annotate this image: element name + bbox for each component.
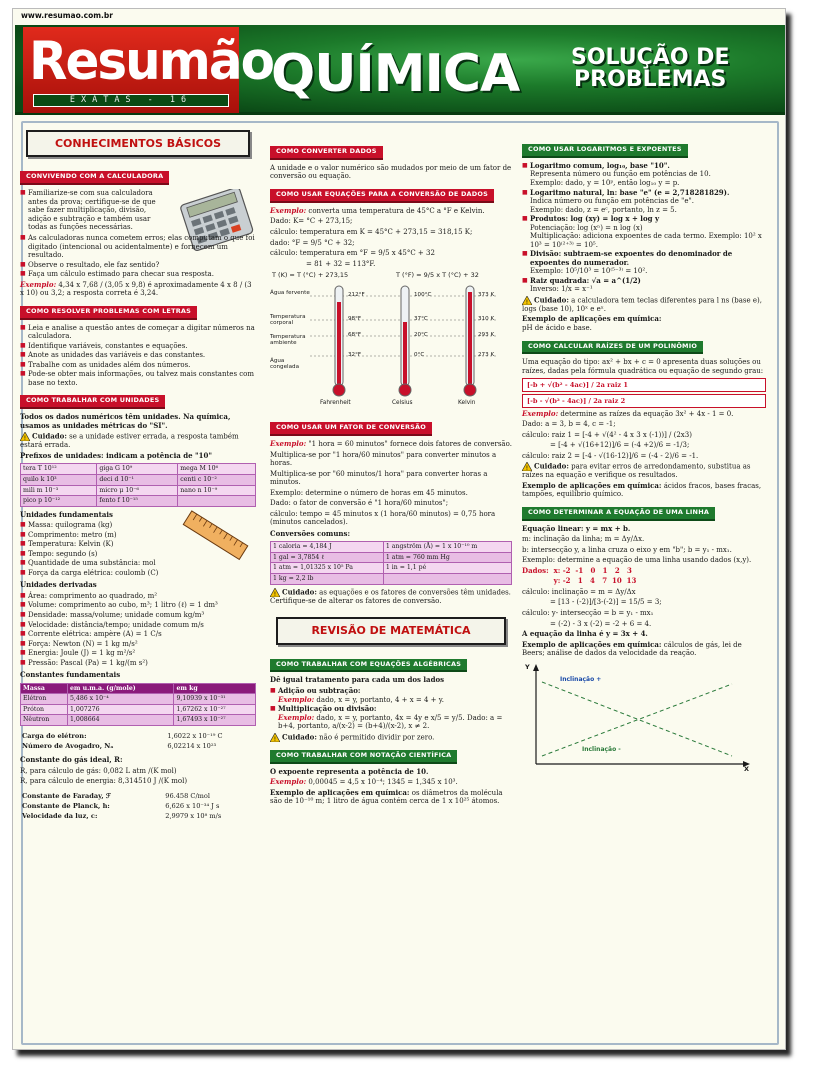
sci-intro: O expoente representa a potência de 10.	[270, 766, 429, 776]
slope-graph-svg	[522, 664, 752, 774]
negative-slope-label: Inclinação +	[560, 675, 602, 683]
formula-root-2: [-b - √(b² - 4ac)] / 2a raiz 2	[522, 394, 766, 408]
celsius-20: 20°C	[414, 332, 428, 339]
celsius-0: 0°C	[414, 352, 425, 359]
derived-title: Unidades derivadas	[20, 580, 97, 590]
line-data-y: y: -2 1 4 7 10 13	[522, 576, 637, 586]
example-label: Exemplo:	[270, 439, 307, 449]
line-text: A equação da linha é y = 3x + 4.	[522, 629, 648, 639]
list-item: ■ Energia: Joule (J) = 1 kg m²/s²	[20, 649, 256, 658]
example-line: Multiplica-se por "60 minutos/1 hora" para converter horas a minutos.	[270, 469, 488, 487]
conversions-table	[270, 541, 512, 584]
column-2	[270, 120, 512, 808]
example-line: determine as raízes da equação 3x² + 4x - 1 = 0.	[560, 409, 734, 418]
caution-label: Cuidado:	[534, 461, 569, 471]
list-item: ■ Adição ou subtração: Exemplo: dado, x = y, portanto, 4 + x = 4 + y.	[270, 687, 512, 704]
kelvin-thermometer	[464, 286, 476, 396]
words-header: COMO RESOLVER PROBLEMAS COM LETRAS	[20, 306, 197, 320]
list-item: ■ As calculadoras nunca cometem erros; elas computam o que foi digitado (intencional ou acidentalmente) e fornecem um resultado.	[20, 234, 256, 260]
table-row: Velocidade da luz, c: 2,9979 x 10⁸ m/s	[22, 811, 222, 820]
gas-line: R, para cálculo de energia: 8,314510 J /(K mol)	[20, 777, 188, 786]
derived-list	[20, 592, 256, 667]
svg-text:!: !	[273, 590, 277, 597]
prefix-table	[20, 463, 256, 506]
calc-list-2	[20, 234, 256, 279]
fundamental-list	[20, 521, 256, 577]
celsius-37: 37°C	[414, 316, 428, 323]
convert-header: COMO CONVERTER DADOS	[270, 146, 383, 160]
kelvin-273: 273 K	[478, 352, 495, 359]
list-item: ■ Leia e analise a questão antes de começar a digitar números na calculadora.	[20, 324, 256, 341]
sci-header: COMO TRABALHAR COM NOTAÇÃO CIENTÍFICA	[270, 750, 457, 764]
example-line: = 81 + 32 = 113°F.	[306, 259, 376, 268]
table-row: Número de Avogadro, Nₐ 6,02214 x 10²³	[22, 741, 217, 750]
caution-label: Cuidado:	[534, 295, 569, 305]
algebra-intro: Dê igual tratamento para cada um dos lados	[270, 675, 445, 685]
fahrenheit-thermometer	[333, 286, 345, 396]
line-text: cálculo: inclinação = m = Δy/Δx	[522, 587, 636, 596]
more-constants	[20, 730, 256, 752]
fahrenheit-98: 98°F	[348, 316, 362, 323]
svg-text:!: !	[525, 465, 529, 472]
site-url[interactable]: www.resumao.com.br	[21, 11, 113, 20]
svg-text:!: !	[273, 735, 277, 742]
list-item: ■ Trabalhe com as unidades além dos números.	[20, 361, 256, 370]
kelvin-373: 373 K	[478, 292, 495, 299]
units-intro: Todos os dados numéricos têm unidades. Na química, usamos as unidades métricas do "SI".	[20, 412, 231, 430]
line-text: m: inclinação da linha; m = Δy/Δx.	[522, 535, 645, 544]
svg-text:!: !	[23, 435, 27, 442]
example-line: converta uma temperatura de 45°C a °F e Kelvin.	[308, 206, 485, 215]
table-row: 1 gal = 3,7854 ℓ 1 atm = 760 mm Hg	[271, 552, 512, 563]
label-boiling: Água fervente	[270, 290, 310, 297]
list-item: ■ Velocidade: distância/tempo; unidade comum m/s	[20, 621, 256, 630]
table-row: mili m 10⁻³ micro μ 10⁻⁶ nano n 10⁻⁹	[21, 485, 256, 496]
slope-graph	[522, 664, 752, 774]
caution-text: a calculadora tem teclas diferentes para l ns (base e), logs (base 10), 10ˣ e eˣ.	[522, 296, 762, 313]
warning-icon	[20, 432, 30, 441]
list-item: ■ Comprimento: metro (m)	[20, 531, 256, 540]
page-subtitle	[571, 47, 729, 91]
scale-celsius: Celsius	[392, 400, 413, 407]
example-line: cálculo: temperatura em K = 45°C + 273,15 = 318,15 K;	[270, 227, 473, 236]
algebra-header: COMO TRABALHAR COM EQUAÇÕES ALGÉBRICAS	[270, 659, 467, 673]
example-line: Dado: K= °C + 273,15;	[270, 217, 353, 226]
x-axis-label: X	[744, 764, 750, 773]
caution-text: se a unidade estiver errada, a resposta também estará errada.	[20, 432, 239, 450]
caution-text: para evitar erros de arredondamento, substitua as raízes na equação e verifique os resultados.	[522, 462, 751, 480]
roots-intro: Uma equação do tipo: ax² + bx + c = 0 apresenta duas soluções ou raízes, dadas pela fórmula quadrática ou equação de segundo grau:	[522, 358, 764, 375]
list-item: ■ Raiz quadrada: √a = a^(1/2) Inverso: 1/x = x⁻¹	[522, 277, 766, 294]
list-item: ■ Quantidade de uma substância: mol	[20, 559, 256, 568]
list-item: ■ Produtos: log (xy) = log x + log y Potenciação: log (xⁿ) = n log (x) Multiplicação: adiciona expoentes de cada termo. Exemplo: 10² x 10³ = 10⁽²⁺³⁾ = 10⁵.	[522, 215, 766, 249]
subtitle-line-1: SOLUÇÃO DE	[571, 45, 730, 70]
table-row: tera T 10¹² giga G 10⁹ mega M 10⁶	[21, 464, 256, 475]
example-label: Exemplo:	[270, 205, 307, 215]
line-text: Equação linear: y = mx + b.	[522, 523, 631, 533]
scale-fahrenheit: Fahrenheit	[320, 400, 351, 407]
list-item: ■ Temperatura: Kelvin (K)	[20, 540, 256, 549]
gas-title: Constante do gás ideal, R:	[20, 755, 123, 765]
example-text: 4,34 x 7,68 / (3,05 x 9,8) é aproximadamente 4 x 8 / (3 x 10) ou 3,2; a resposta correta é 3,24.	[20, 280, 252, 298]
celsius-100: 100°C	[414, 292, 432, 299]
caution-text: não é permitido dividir por zero.	[319, 733, 435, 742]
example-label: Exemplo:	[270, 777, 307, 787]
line-data-x: Dados: x: -2 -1 0 1 2 3	[522, 565, 632, 575]
line-header: COMO DETERMINAR A EQUAÇÃO DE UMA LINHA	[522, 507, 715, 521]
gas-line: R, para cálculo de gás: 0,082 L atm /(K mol)	[20, 766, 177, 775]
line-text: Exemplo: determine a equação de uma linha usando dados (x,y).	[522, 556, 752, 565]
thermometer-diagram	[270, 272, 506, 412]
warning-icon	[522, 296, 532, 305]
example-line: Dado: o fator de conversão é "1 hora/60 minutos";	[270, 499, 449, 508]
list-item: ■ Pode-se obter mais informações, ou talvez mais constantes com base no texto.	[20, 370, 256, 387]
example-line: Exemplo: determine o número de horas em 45 minutos.	[270, 488, 468, 497]
list-item: ■ Área: comprimento ao quadrado, m²	[20, 592, 256, 601]
list-item: ■ Força da carga elétrica: coulomb (C)	[20, 569, 256, 578]
line-text: = (-2) - 3 x (-2) = -2 + 6 = 4.	[550, 619, 652, 628]
list-item: ■ Logaritmo natural, ln: base "e" (e = 2,718281829). Indica número ou função em potências de "e". Exemplo: dado, z = eᶜ, portanto, ln z = 5.	[522, 189, 766, 215]
list-item: ■ Identifique variáveis, constantes e equações.	[20, 342, 256, 351]
table-row: Constante de Faraday, ℱ 96.458 C/mol	[22, 791, 211, 800]
subtitle-line-2: PROBLEMAS	[574, 67, 727, 92]
example-line: Multiplica-se por "1 hora/60 minutos" para converter minutos a horas.	[270, 450, 497, 468]
label-body: Temperatura corporal	[270, 314, 306, 327]
line-text: = [13 - (-2)]/[3-(-2)] = 15/5 = 3;	[550, 598, 662, 607]
scale-kelvin: Kelvin	[458, 400, 476, 407]
fahrenheit-68: 68°F	[348, 332, 362, 339]
roots-header: COMO CALCULAR RAÍZES DE UM POLINÔMIO	[522, 341, 703, 355]
list-item: ■ Volume: comprimento ao cubo, m³; 1 litro (ℓ) = 1 dm³	[20, 601, 256, 610]
table-row: pico p 10⁻¹² fento f 10⁻¹⁵	[21, 496, 256, 507]
words-list	[20, 324, 256, 388]
calc-list	[20, 189, 170, 232]
page-title: QUÍMICA	[271, 44, 520, 104]
caution-label: Cuidado:	[282, 732, 317, 742]
example-label: Exemplo:	[20, 279, 57, 289]
units-header: COMO TRABALHAR COM UNIDADES	[20, 395, 165, 409]
thermo-formula-left: T (K) = T (°C) + 273,15	[272, 271, 349, 280]
conv-title: Conversões comuns:	[270, 528, 351, 538]
example-label: Exemplo:	[522, 408, 559, 418]
column-3	[522, 120, 766, 774]
kelvin-310: 310 K	[478, 316, 495, 323]
final-constants	[20, 790, 256, 822]
table-row: Próton 1,007276 1,67262 x 10⁻²⁷	[21, 704, 256, 715]
logs-header: COMO USAR LOGARITMOS E EXPOENTES	[522, 144, 688, 158]
thermo-formula-right: T (°F) = 9/5 x T (°C) + 32	[396, 271, 479, 280]
warning-icon	[270, 588, 280, 597]
constants-table	[20, 683, 256, 726]
prefix-title: Prefixos de unidades: indicam a potência de "10"	[20, 450, 213, 460]
example-line: dado: °F = 9/5 °C + 32;	[270, 238, 355, 247]
example-line: cálculo: temperatura em °F = 9/5 x 45°C + 32	[270, 249, 435, 258]
section-banner-math: REVISÃO DE MATEMÁTICA	[276, 617, 506, 644]
list-item: ■ Anote as unidades das variáveis e das constantes.	[20, 351, 256, 360]
svg-text:!: !	[525, 298, 529, 305]
example-text: 0,00045 = 4,5 x 10⁻⁴; 1345 = 1,345 x 10³.	[308, 778, 458, 787]
list-item: ■ Observe o resultado, ele faz sentido?	[20, 261, 256, 270]
column-1	[20, 120, 256, 822]
table-row: 1 caloria = 4,184 J 1 angström (Å) = 1 x 10⁻¹⁰ m	[271, 542, 512, 553]
list-item: ■ Pressão: Pascal (Pa) = 1 kg/(m s²)	[20, 659, 256, 668]
table-row: Nêutron 1,008664 1,67493 x 10⁻²⁷	[21, 715, 256, 726]
fahrenheit-32: 32°F	[348, 352, 362, 359]
caution-label: Cuidado:	[282, 587, 317, 597]
example-line: Dado: a = 3, b = 4, c = -1;	[522, 420, 616, 429]
table-row: Carga do elétron: 1,6022 x 10⁻¹⁹ C	[22, 731, 223, 740]
brand-logo	[23, 27, 273, 113]
fundamental-title: Unidades fundamentais	[20, 509, 113, 519]
positive-slope-label: Inclinação -	[582, 745, 621, 753]
convert-text: A unidade e o valor numérico são mudados por meio de um fator de conversão ou equação.	[270, 163, 512, 181]
constants-title: Constantes fundamentais	[20, 670, 121, 680]
list-item: ■ Corrente elétrica: ampère (A) = 1 C/s	[20, 630, 256, 639]
list-item: ■ Familiarize-se com sua calculadora antes da prova; certifique-se de que sabe fazer multiplicação, divisão, adição e subtração e também usar todas as funções necessárias.	[20, 189, 170, 232]
example-line: "1 hora = 60 minutos" fornece dois fatores de conversão.	[308, 440, 512, 449]
fahrenheit-212: 212°F	[348, 292, 365, 299]
list-item: ■ Logaritmo comum, log₁₀, base "10". Representa número ou função em potências de 10. Exemplo: dado, y = 10ᵖ, então log₁₀ y = p.	[522, 162, 766, 188]
apps-label: Exemplo de aplicações em química:	[270, 787, 410, 797]
table-row: 1 kg = 2,2 lb	[271, 574, 512, 585]
equations-header: COMO USAR EQUAÇÕES PARA A CONVERSÃO DE DADOS	[270, 189, 494, 203]
apps-text: ácidos fracos, bases fracas, tampões, equilíbrio químico.	[522, 481, 762, 499]
list-item: ■ Massa: quilograma (kg)	[20, 521, 256, 530]
example-line: cálculo: tempo = 45 minutos x (1 hora/60 minutos) = 0,75 hora (minutos cancelados).	[270, 509, 496, 527]
example-line: cálculo: raiz 2 = [-4 - √(16-12)]/6 = (-4 - 2)/6 = -1.	[522, 451, 699, 460]
example-line: = [-4 + √(16+12)]/6 = (-4 +2)/6 = -1/3;	[550, 441, 690, 450]
list-item: ■ Tempo: segundo (s)	[20, 550, 256, 559]
caution-label: Cuidado:	[32, 431, 67, 441]
table-row: Elétron 5,486 x 10⁻⁴ 9,10939 x 10⁻³¹	[21, 694, 256, 705]
label-room: Temperatura ambiente	[270, 334, 306, 347]
kelvin-293: 293 K	[478, 332, 495, 339]
table-header-row: Massa em u.m.a. (g/mole) em kg	[21, 683, 256, 694]
warning-icon	[270, 733, 280, 742]
brand-name: Resumão	[29, 30, 273, 92]
brand-series: EXATAS - 16	[33, 94, 229, 107]
section-banner-basics: CONHECIMENTOS BÁSICOS	[26, 130, 250, 157]
calc-header: CONVIVENDO COM A CALCULADORA	[20, 171, 169, 185]
algebra-list	[270, 687, 512, 731]
y-axis-label: Y	[525, 662, 530, 671]
list-item: ■ Multiplicação ou divisão: Exemplo: dado, x = y, portanto, 4x = 4y e x/5 = y/5. Dado: a = b+4, portanto, a/(x-2) = (b+4)/(x-2), x ≠ 2.	[270, 705, 512, 731]
apps-label: Exemplo de aplicações em química:	[522, 639, 662, 649]
apps-text: pH de ácido e base.	[522, 323, 592, 332]
line-text: b: intersecção y, a linha cruza o eixo y em "b"; b = y₁ - mx₁.	[522, 545, 732, 554]
celsius-thermometer	[399, 286, 411, 396]
apps-text: os diâmetros da molécula são de 10⁻¹⁰ m; 1 litro de água contém cerca de 1 x 10²⁵ átomos.	[270, 788, 503, 806]
caution-text: as equações e os fatores de conversões têm unidades. Certifique-se de alterar os fatores de conversão.	[270, 588, 511, 605]
header-banner	[15, 25, 785, 115]
formula-root-1: [-b + √(b² - 4ac)] / 2a raiz 1	[522, 378, 766, 392]
list-item: ■ Força: Newton (N) = 1 kg m/s²	[20, 640, 256, 649]
table-row: 1 atm = 1,01325 x 10⁵ Pa 1 in = 1,1 pé	[271, 563, 512, 574]
positive-slope-line	[542, 684, 732, 756]
apps-label: Exemplo de aplicações em química:	[522, 314, 662, 324]
example-line: cálculo: raiz 1 = [-4 + √(4² - 4 x 3 x (-1))] / (2x3)	[522, 430, 692, 439]
thermometers	[270, 272, 506, 412]
list-item: ■ Divisão: subtraem-se expoentes do denominador de expoentes do numerador. Exemplo: 10⁵/10³ = 10⁽⁵⁻³⁾ = 10².	[522, 250, 766, 276]
apps-text: cálculos de gás, lei de Beers; análise de dados da velocidade da reação.	[522, 640, 742, 658]
logs-list	[522, 162, 766, 294]
warning-icon	[522, 462, 532, 471]
table-row: Constante de Planck, h: 6,626 x 10⁻³⁴ J s	[22, 801, 220, 810]
list-item: ■ Faça um cálculo estimado para checar sua resposta.	[20, 270, 256, 279]
list-item: ■ Densidade: massa/volume; unidade comum kg/m³	[20, 611, 256, 620]
factor-header: COMO USAR UM FATOR DE CONVERSÃO	[270, 422, 432, 436]
apps-label: Exemplo de aplicações em química:	[522, 480, 662, 490]
label-freezing: Água congelada	[270, 358, 299, 371]
line-text: cálculo: y- intersecção = b = y₁ - mx₁	[522, 609, 654, 618]
table-row: quilo k 10³ deci d 10⁻¹ centi c 10⁻²	[21, 474, 256, 485]
